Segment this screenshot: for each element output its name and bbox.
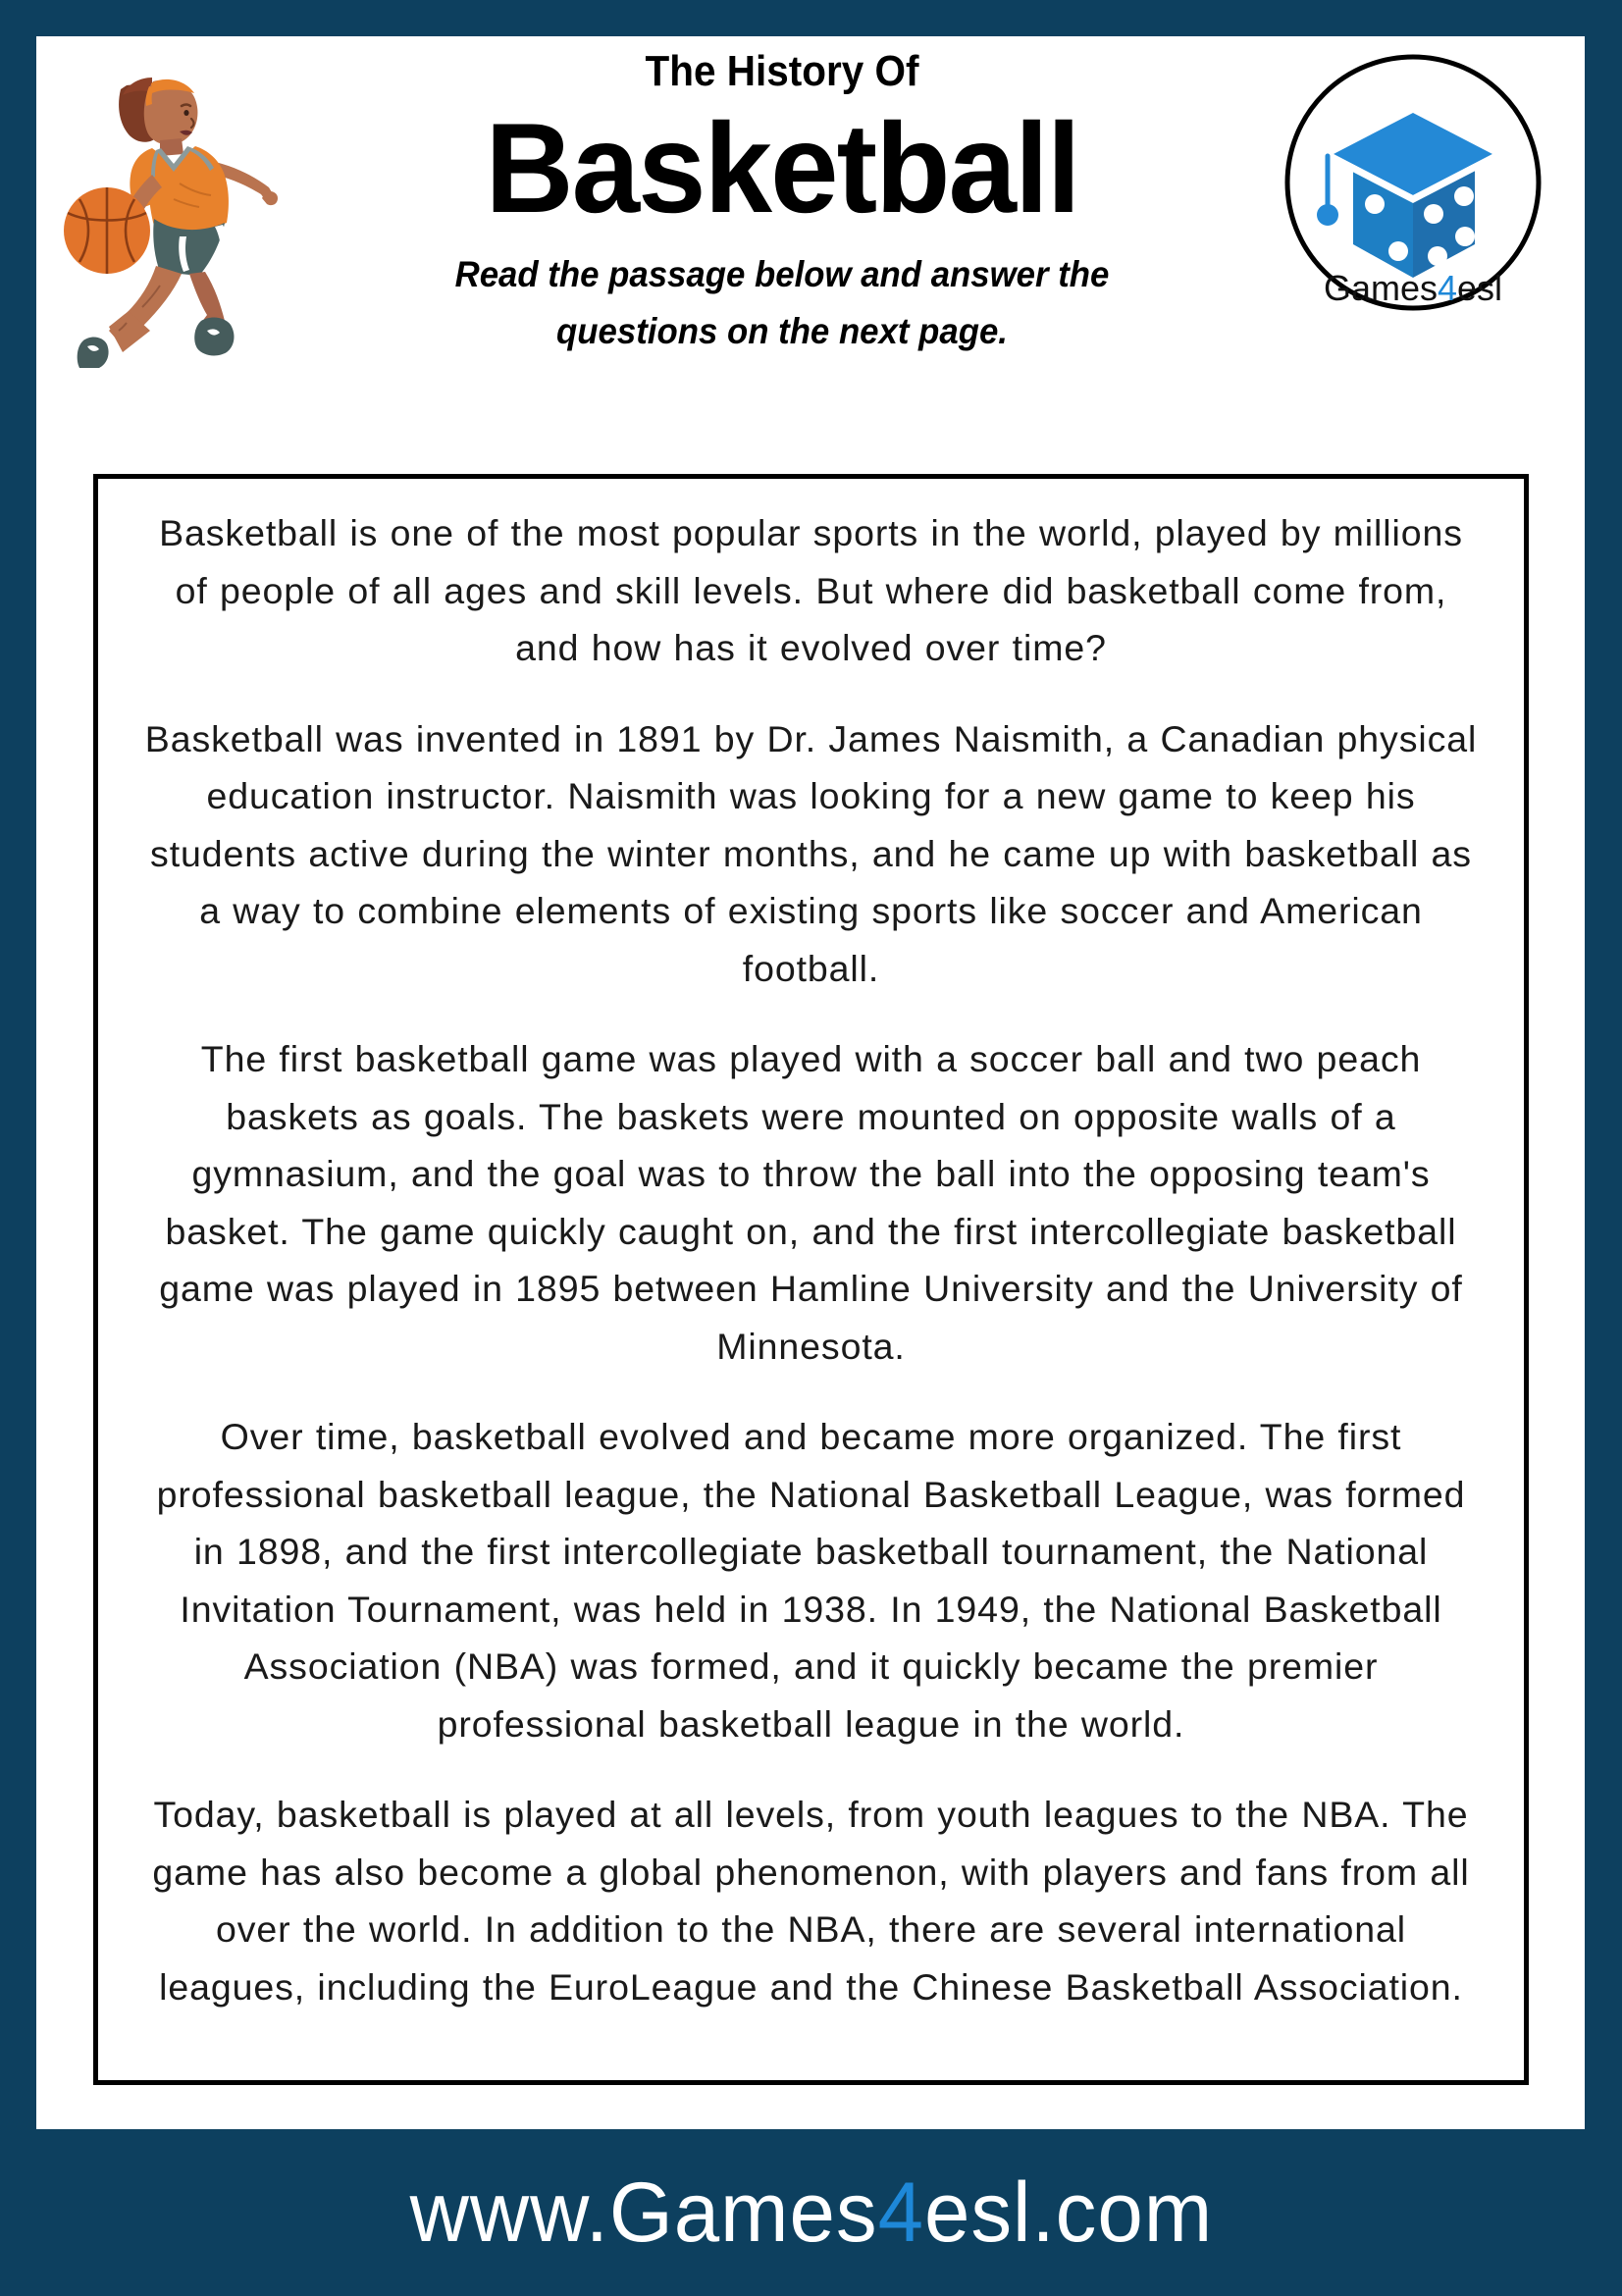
passage-paragraph: The first basketball game was played with a soccer ball and two peach baskets as goals. The baskets were mounted on opposite walls of a gymnasium, and the goal was to throw the ball into the opposing team's basket. The game quickly caught on, and the first intercollegiate basketball game was played in 1895 between Hamline University and the University of Minnesota. (159, 1038, 1463, 1367)
passage-text (137, 504, 1485, 2015)
instruction-line-1: Read the passage below and answer the (454, 254, 1110, 295)
page-kicker: The History Of (645, 47, 919, 95)
basketball-player-illustration (58, 44, 279, 368)
passage-box (93, 474, 1529, 2085)
worksheet-sheet (36, 36, 1585, 2129)
logo-brand-prefix: Games (1323, 268, 1438, 308)
title-block (291, 36, 1273, 359)
worksheet-header (36, 36, 1585, 351)
passage-paragraph: Basketball was invented in 1891 by Dr. James Naismith, a Canadian physical education instructor. Naismith was looking for a new game to keep his students active during the winter months, and he came up with basketball as a way to combine elements of existing sports like soccer and American football. (144, 717, 1478, 989)
page-title: Basketball (485, 96, 1079, 239)
footer-url-suffix: esl.com (923, 2166, 1213, 2260)
site-footer (0, 2129, 1622, 2296)
logo-brand-suffix: esl (1457, 268, 1503, 308)
passage-paragraph: Today, basketball is played at all levels, from youth leagues to the NBA. The game has also become a global phenomenon, with players and fans from all over the world. In addition to the NBA, there are several international leagues, including the EuroLeague and the Chinese Basketball Association. (152, 1794, 1470, 2008)
footer-url (409, 2166, 1213, 2260)
logo-brand-accent: 4 (1437, 268, 1458, 308)
footer-url-prefix: www.Games (409, 2166, 878, 2260)
svg-text:Games4esl (1324, 268, 1502, 308)
passage-paragraph: Basketball is one of the most popular sports in the world, played by millions of people of all ages and skill levels. But where did basketball come from, and how has it evolved over time? (159, 512, 1463, 668)
footer-url-accent: 4 (877, 2166, 924, 2260)
passage-paragraph: Over time, basketball evolved and became more organized. The first professional basketball league, the National Basketball League, was formed in 1898, and the first intercollegiate basketball tournament, the National Invitation Tournament, was held in 1938. In 1949, the National Basketball Association (NBA) was formed, and it quickly became the premier professional basketball league in the world. (156, 1416, 1466, 1745)
games4esl-logo (1282, 52, 1544, 313)
instruction-line-2: questions on the next page. (556, 310, 1008, 351)
